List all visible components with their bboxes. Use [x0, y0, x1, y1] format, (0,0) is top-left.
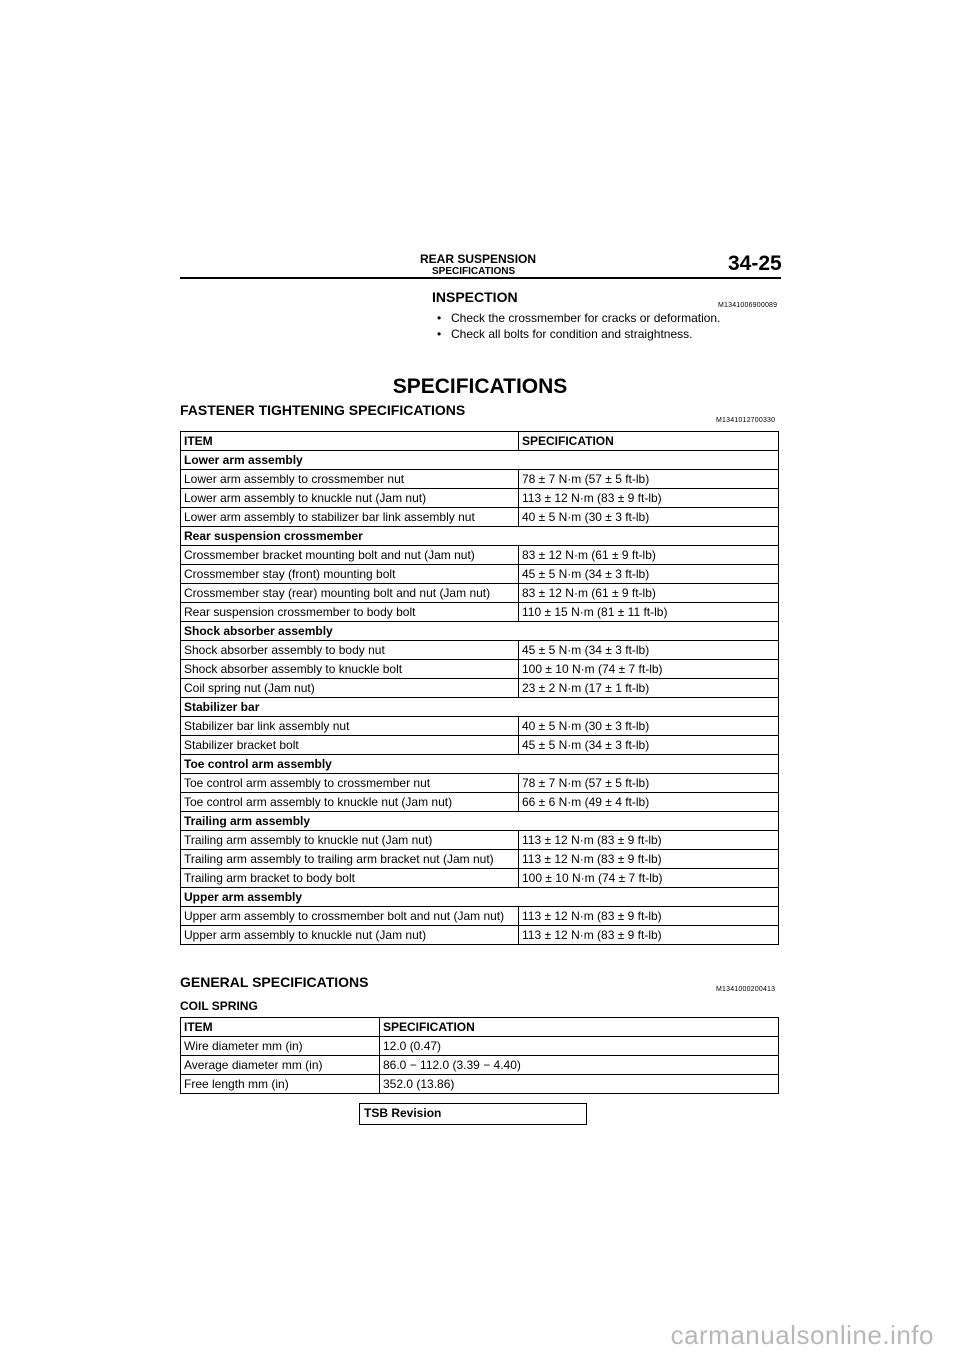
specification-cell: 45 ± 5 N·m (34 ± 3 ft-lb) — [519, 565, 779, 584]
watermark: carmanualsonline.info — [670, 1320, 934, 1350]
inspection-code: M1341006900089 — [718, 302, 778, 309]
specification-cell: 83 ± 12 N·m (61 ± 9 ft-lb) — [519, 584, 779, 603]
table-row — [181, 736, 779, 755]
header-subsection-title: SPECIFICATIONS — [432, 266, 516, 277]
specification-cell: 45 ± 5 N·m (34 ± 3 ft-lb) — [519, 736, 779, 755]
specification-cell: 113 ± 12 N·m (83 ± 9 ft-lb) — [519, 907, 779, 926]
table-group-row — [181, 755, 779, 774]
specification-cell: 110 ± 15 N·m (81 ± 11 ft-lb) — [519, 603, 779, 622]
table-group-row — [181, 527, 779, 546]
table-group-row — [181, 888, 779, 907]
specification-cell: 40 ± 5 N·m (30 ± 3 ft-lb) — [519, 717, 779, 736]
table-row — [181, 869, 779, 888]
specification-cell: 100 ± 10 N·m (74 ± 7 ft-lb) — [519, 869, 779, 888]
coil-spring-heading: COIL SPRING — [180, 999, 258, 1013]
table-row — [181, 774, 779, 793]
table-row — [181, 546, 779, 565]
group-heading-cell: Rear suspension crossmember — [181, 527, 779, 546]
inspection-heading: INSPECTION — [432, 289, 518, 305]
item-cell: Shock absorber assembly to body nut — [181, 641, 519, 660]
table-header-row — [181, 1018, 779, 1037]
item-cell: Stabilizer bar link assembly nut — [181, 717, 519, 736]
item-cell: Toe control arm assembly to knuckle nut (Jam nut) — [181, 793, 519, 812]
table-group-row — [181, 622, 779, 641]
specification-cell: 113 ± 12 N·m (83 ± 9 ft-lb) — [519, 926, 779, 945]
table-row — [181, 831, 779, 850]
item-cell: Rear suspension crossmember to body bolt — [181, 603, 519, 622]
item-cell: Wire diameter mm (in) — [181, 1037, 380, 1056]
table-row — [181, 1037, 779, 1056]
table-group-row — [181, 698, 779, 717]
table-row — [181, 660, 779, 679]
page-title: SPECIFICATIONS — [392, 375, 568, 398]
specification-cell: 78 ± 7 N·m (57 ± 5 ft-lb) — [519, 470, 779, 489]
column-header-specification: SPECIFICATION — [519, 432, 779, 451]
item-cell: Upper arm assembly to knuckle nut (Jam nut) — [181, 926, 519, 945]
table-row — [181, 470, 779, 489]
fastener-code: M1341012700330 — [716, 417, 776, 424]
table-row — [181, 793, 779, 812]
column-header-item: ITEM — [181, 432, 519, 451]
specification-cell: 12.0 (0.47) — [380, 1037, 779, 1056]
group-heading-cell: Shock absorber assembly — [181, 622, 779, 641]
header-section-title: REAR SUSPENSION — [420, 252, 537, 266]
table-header-row — [181, 432, 779, 451]
specification-cell: 40 ± 5 N·m (30 ± 3 ft-lb) — [519, 508, 779, 527]
tsb-revision-label: TSB Revision — [364, 1106, 442, 1120]
page-number: 34-25 — [728, 252, 782, 275]
table-row — [181, 679, 779, 698]
fastener-heading: FASTENER TIGHTENING SPECIFICATIONS — [180, 402, 466, 418]
item-cell: Stabilizer bracket bolt — [181, 736, 519, 755]
specification-cell: 113 ± 12 N·m (83 ± 9 ft-lb) — [519, 831, 779, 850]
item-cell: Free length mm (in) — [181, 1075, 380, 1094]
item-cell: Upper arm assembly to crossmember bolt and nut (Jam nut) — [181, 907, 519, 926]
inspection-list — [433, 311, 783, 343]
specification-cell: 113 ± 12 N·m (83 ± 9 ft-lb) — [519, 850, 779, 869]
specification-cell: 45 ± 5 N·m (34 ± 3 ft-lb) — [519, 641, 779, 660]
specification-cell: 23 ± 2 N·m (17 ± 1 ft-lb) — [519, 679, 779, 698]
coil-spring-table — [180, 1017, 779, 1094]
inspection-bullet: • Check the crossmember for cracks or deformation. — [433, 311, 783, 327]
group-heading-cell: Upper arm assembly — [181, 888, 779, 907]
table-group-row — [181, 812, 779, 831]
table-row — [181, 850, 779, 869]
table-row — [181, 603, 779, 622]
table-row — [181, 1075, 779, 1094]
item-cell: Trailing arm assembly to knuckle nut (Jam nut) — [181, 831, 519, 850]
table-row — [181, 926, 779, 945]
table-group-row — [181, 451, 779, 470]
column-header-item: ITEM — [181, 1018, 380, 1037]
specification-cell: 352.0 (13.86) — [380, 1075, 779, 1094]
group-heading-cell: Trailing arm assembly — [181, 812, 779, 831]
table-row — [181, 641, 779, 660]
specification-cell: 100 ± 10 N·m (74 ± 7 ft-lb) — [519, 660, 779, 679]
item-cell: Toe control arm assembly to crossmember nut — [181, 774, 519, 793]
specification-cell: 83 ± 12 N·m (61 ± 9 ft-lb) — [519, 546, 779, 565]
inspection-bullet: • Check all bolts for condition and straightness. — [433, 327, 783, 343]
item-cell: Average diameter mm (in) — [181, 1056, 380, 1075]
fastener-table — [180, 431, 779, 945]
table-row — [181, 1056, 779, 1075]
group-heading-cell: Stabilizer bar — [181, 698, 779, 717]
column-header-specification: SPECIFICATION — [380, 1018, 779, 1037]
item-cell: Lower arm assembly to stabilizer bar link assembly nut — [181, 508, 519, 527]
item-cell: Lower arm assembly to crossmember nut — [181, 470, 519, 489]
item-cell: Lower arm assembly to knuckle nut (Jam nut) — [181, 489, 519, 508]
item-cell: Shock absorber assembly to knuckle bolt — [181, 660, 519, 679]
specification-cell: 66 ± 6 N·m (49 ± 4 ft-lb) — [519, 793, 779, 812]
specification-cell: 86.0 − 112.0 (3.39 − 4.40) — [380, 1056, 779, 1075]
item-cell: Trailing arm assembly to trailing arm bracket nut (Jam nut) — [181, 850, 519, 869]
header-divider — [180, 277, 781, 279]
table-row — [181, 584, 779, 603]
item-cell: Trailing arm bracket to body bolt — [181, 869, 519, 888]
general-code: M1341000200413 — [716, 986, 776, 993]
group-heading-cell: Toe control arm assembly — [181, 755, 779, 774]
specification-cell: 113 ± 12 N·m (83 ± 9 ft-lb) — [519, 489, 779, 508]
table-row — [181, 489, 779, 508]
item-cell: Coil spring nut (Jam nut) — [181, 679, 519, 698]
item-cell: Crossmember stay (rear) mounting bolt and nut (Jam nut) — [181, 584, 519, 603]
item-cell: Crossmember stay (front) mounting bolt — [181, 565, 519, 584]
table-row — [181, 508, 779, 527]
table-row — [181, 907, 779, 926]
specification-cell: 78 ± 7 N·m (57 ± 5 ft-lb) — [519, 774, 779, 793]
table-row — [181, 565, 779, 584]
item-cell: Crossmember bracket mounting bolt and nut (Jam nut) — [181, 546, 519, 565]
general-heading: GENERAL SPECIFICATIONS — [180, 974, 369, 990]
group-heading-cell: Lower arm assembly — [181, 451, 779, 470]
table-row — [181, 717, 779, 736]
